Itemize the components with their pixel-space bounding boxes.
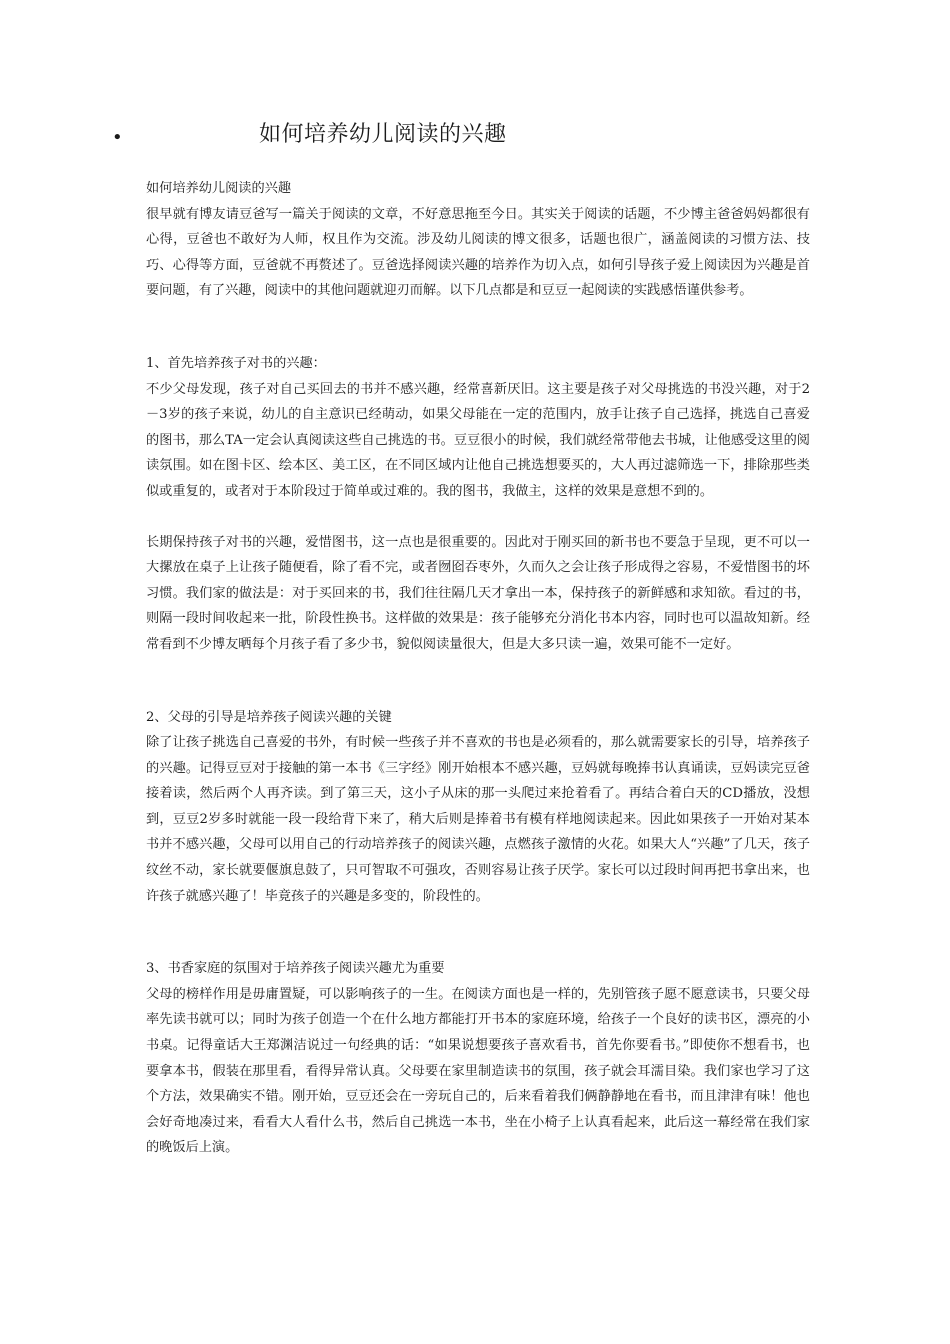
bullet-marker: •: [112, 127, 123, 148]
title-row: [112, 118, 812, 158]
section-heading: 1、首先培养孩子对书的兴趣：: [146, 355, 326, 371]
spacer: [146, 658, 810, 705]
document-title: 如何培养幼儿阅读的兴趣: [259, 122, 507, 147]
spacer: [146, 505, 810, 530]
section-heading: 3、书香家庭的氛围对于培养孩子阅读兴趣尤为重要: [146, 961, 445, 977]
section-paragraph: 长期保持孩子对书的兴趣，爱惜图书，这一点也是很重要的。因此对于刚买回的新书也不要急于呈现，更不可以一大摞放在桌子上让孩子随便看，除了看不完，或者囫囵吞枣外，久而久之会让孩子形成得之容易，不爱惜图书的坏习惯。我们家的做法是：对于买回来的书，我们往往隔几天才拿出一本，保持孩子的新鲜感和求知欲。看过的书，则隔一段时间收起来一批，阶段性换书。这样做的效果是：孩子能够充分消化书本内容，同时也可以温故知新。经常看到不少博友晒每个月孩子看了多少书，貌似阅读量很大，但是大多只读一遍，效果可能不一定好。: [146, 534, 810, 652]
section-paragraph: 除了让孩子挑选自己喜爱的书外，有时候一些孩子并不喜欢的书也是必须看的，那么就需要家长的引导，培养孩子的兴趣。记得豆豆对于接触的第一本书《三字经》刚开始根本不感兴趣，豆妈就每晚捧书认真诵读，豆妈读完豆爸接着读，然后两个人再齐读。到了第三天，这小子从床的那一头爬过来抢着看了。再结合着白天的CD播放，没想到，豆豆2岁多时就能一段一段给背下来了，稍大后则是捧着书有模有样地阅读起来。因此如果孩子一开始对某本书并不感兴趣，父母可以用自己的行动培养孩子的阅读兴趣，点燃孩子激情的火花。如果大人“兴趣”了几天，孩子纹丝不动，家长就要偃旗息鼓了，只可智取不可强攻，否则容易让孩子厌学。家长可以过段时间再把书拿出来，也许孩子就感兴趣了！毕竟孩子的兴趣是多变的，阶段性的。: [146, 735, 810, 904]
section-paragraph: 父母的榜样作用是毋庸置疑，可以影响孩子的一生。在阅读方面也是一样的，先别管孩子愿不愿意读书，只要父母率先读书就可以；同时为孩子创造一个在什么地方都能打开书本的家庭环境，给孩子一个良好的读书区，漂亮的小书桌。记得童话大王郑渊洁说过一句经典的话：“如果说想要孩子喜欢看书，首先你要看书。”即使你不想看书，也要拿本书，假装在那里看，看得异常认真。父母要在家里制造读书的氛围，孩子就会耳濡目染。我们家也学习了这个方法，效果确实不错。刚开始，豆豆还会在一旁玩自己的，后来看着我们俩静静地在看书，而且津津有味！他也会好奇地凑过来，看看大人看什么书，然后自己挑选一本书，坐在小椅子上认真看起来，此后这一幕经常在我们家的晚饭后上演。: [146, 986, 810, 1156]
article-body: [146, 176, 810, 1161]
intro-paragraph: 很早就有博友请豆爸写一篇关于阅读的文章，不好意思拖至今日。其实关于阅读的话题，不少博主爸爸妈妈都很有心得，豆爸也不敢好为人师，权且作为交流。涉及幼儿阅读的博文很多，话题也很广，涵盖阅读的习惯方法、技巧、心得等方面，豆爸就不再赘述了。豆爸选择阅读兴趣的培养作为切入点，如何引导孩子爱上阅读因为兴趣是首要问题，有了兴趣，阅读中的其他问题就迎刃而解。以下几点都是和豆豆一起阅读的实践感悟谨供参考。: [146, 206, 810, 299]
spacer: [146, 909, 810, 956]
section-heading: 2、父母的引导是培养孩子阅读兴趣的关键: [146, 709, 392, 725]
section-paragraph: 不少父母发现，孩子对自己买回去的书并不感兴趣，经常喜新厌旧。这主要是孩子对父母挑选的书没兴趣，对于2－3岁的孩子来说，幼儿的自主意识已经萌动，如果父母能在一定的范围内，放手让孩子自己选择，挑选自己喜爱的图书，那么TA一定会认真阅读这些自己挑选的书。豆豆很小的时候，我们就经常带他去书城，让他感受这里的阅读氛围。如在图卡区、绘本区、美工区，在不同区域内让他自己挑选想要买的，大人再过滤筛选一下，排除那些类似或重复的，或者对于本阶段过于简单或过难的。我的图书，我做主，这样的效果是意想不到的。: [146, 381, 810, 499]
spacer: [146, 304, 810, 351]
article-subtitle: 如何培养幼儿阅读的兴趣: [146, 181, 292, 196]
